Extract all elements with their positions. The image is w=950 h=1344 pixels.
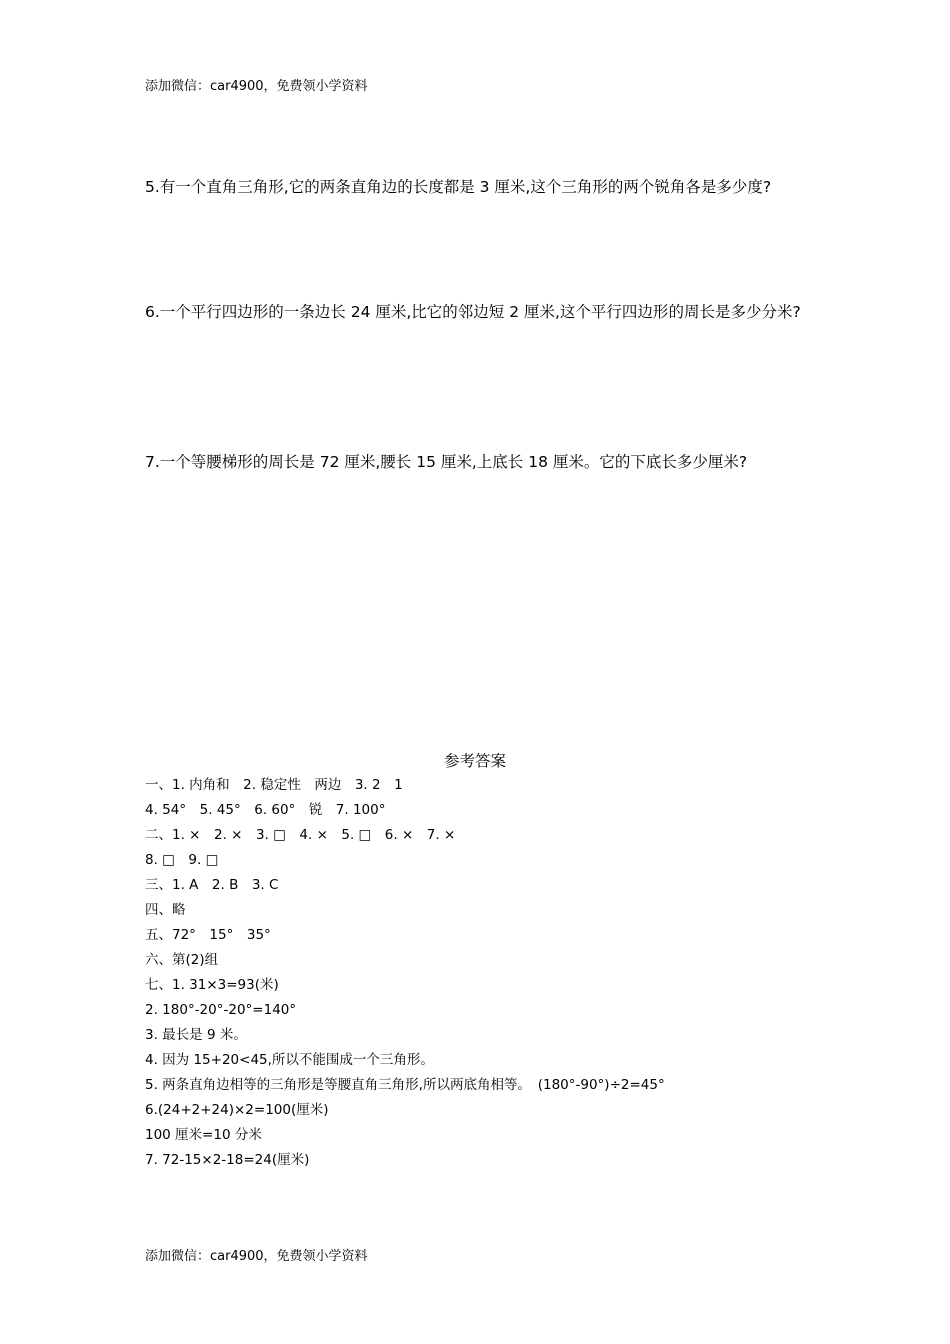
- answer-line: 七、1. 31×3=93(米): [145, 977, 279, 993]
- answer-line: 二、1. × 2. × 3. □ 4. × 5. □ 6. × 7. ×: [145, 827, 456, 843]
- answer-line: 2. 180°-20°-20°=140°: [145, 1002, 297, 1018]
- answer-line: 100 厘米=10 分米: [145, 1127, 262, 1143]
- answer-line: 五、72° 15° 35°: [145, 927, 271, 943]
- answer-line: 8. □ 9. □: [145, 852, 219, 868]
- answers-list: [145, 773, 845, 1173]
- answer-line: 5. 两条直角边相等的三角形是等腰直角三角形,所以两底角相等。 (180°-90°)÷2=45°: [145, 1077, 665, 1093]
- answer-line: 四、略: [145, 902, 186, 918]
- page-footer: 添加微信：car4900，免费领小学资料: [145, 1249, 368, 1264]
- answer-line: 六、第(2)组: [145, 952, 219, 968]
- answer-line: 三、1. A 2. B 3. C: [145, 877, 279, 893]
- answer-line: 7. 72-15×2-18=24(厘米): [145, 1152, 310, 1168]
- answers-title: 参考答案: [443, 752, 506, 770]
- question-5: 5.有一个直角三角形,它的两条直角边的长度都是 3 厘米,这个三角形的两个锐角各是多少度?: [145, 178, 772, 196]
- answer-line: 一、1. 内角和 2. 稳定性 两边 3. 2 1: [145, 777, 403, 793]
- question-6: 6.一个平行四边形的一条边长 24 厘米,比它的邻边短 2 厘米,这个平行四边形的周长是多少分米?: [145, 303, 801, 321]
- answer-line: 6.(24+2+24)×2=100(厘米): [145, 1102, 329, 1118]
- answer-line: 4. 54° 5. 45° 6. 60° 锐 7. 100°: [145, 802, 386, 818]
- question-7: 7.一个等腰梯形的周长是 72 厘米,腰长 15 厘米,上底长 18 厘米。它的下底长多少厘米?: [145, 453, 748, 471]
- answer-line: 3. 最长是 9 米。: [145, 1027, 247, 1043]
- answer-line: 4. 因为 15+20<45,所以不能围成一个三角形。: [145, 1052, 434, 1068]
- page-header: 添加微信：car4900，免费领小学资料: [145, 79, 368, 94]
